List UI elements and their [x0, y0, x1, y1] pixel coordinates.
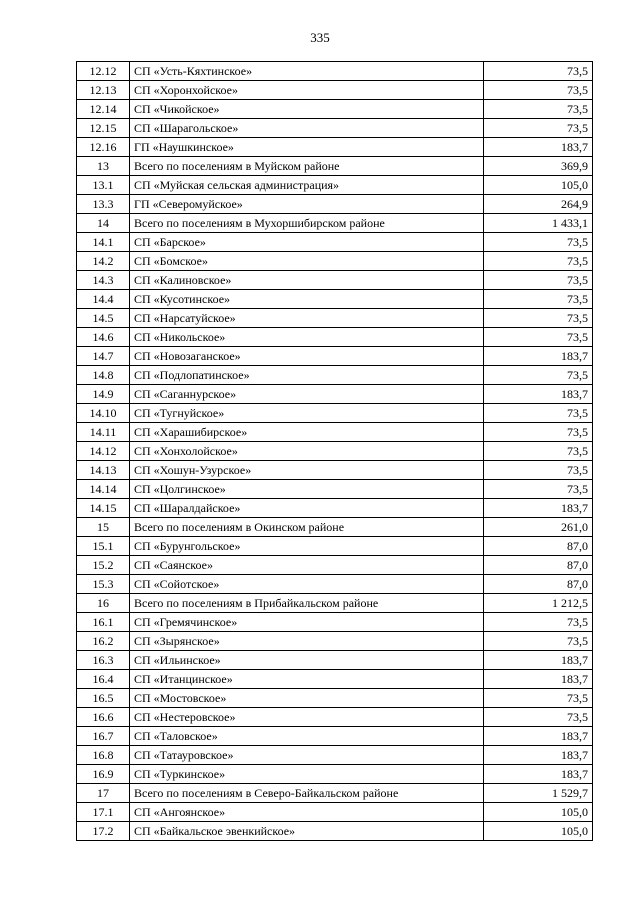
settlement-name-cell: ГП «Наушкинское»: [130, 138, 484, 157]
row-number-cell: 15.3: [77, 575, 130, 594]
row-number-cell: 16.6: [77, 708, 130, 727]
amount-cell: 73,5: [484, 480, 593, 499]
amount-cell: 105,0: [484, 803, 593, 822]
row-number-cell: 16.3: [77, 651, 130, 670]
settlement-name-cell: СП «Таловское»: [130, 727, 484, 746]
settlement-name-cell: СП «Подлопатинское»: [130, 366, 484, 385]
settlement-name-cell: Всего по поселениям в Мухоршибирском районе: [130, 214, 484, 233]
row-number-cell: 14.6: [77, 328, 130, 347]
table-row: [77, 233, 593, 252]
row-number-cell: 14.14: [77, 480, 130, 499]
settlement-name-cell: СП «Муйская сельская администрация»: [130, 176, 484, 195]
settlement-name-cell: СП «Байкальское эвенкийское»: [130, 822, 484, 841]
amount-cell: 73,5: [484, 689, 593, 708]
settlement-name-cell: СП «Гремячинское»: [130, 613, 484, 632]
row-number-cell: 14.4: [77, 290, 130, 309]
amount-cell: 73,5: [484, 290, 593, 309]
row-number-cell: 14.8: [77, 366, 130, 385]
settlement-name-cell: СП «Зырянское»: [130, 632, 484, 651]
amount-cell: 73,5: [484, 423, 593, 442]
amount-cell: 73,5: [484, 708, 593, 727]
settlement-name-cell: СП «Хошун-Узурское»: [130, 461, 484, 480]
table-row: [77, 556, 593, 575]
page-number: 335: [310, 30, 330, 45]
row-number-cell: 12.15: [77, 119, 130, 138]
settlement-name-cell: СП «Туркинское»: [130, 765, 484, 784]
settlement-name-cell: СП «Барское»: [130, 233, 484, 252]
settlement-name-cell: СП «Бомское»: [130, 252, 484, 271]
amount-cell: 105,0: [484, 176, 593, 195]
amount-cell: 73,5: [484, 442, 593, 461]
table-row: [77, 404, 593, 423]
table-body: [77, 62, 593, 841]
row-number-cell: 14.15: [77, 499, 130, 518]
table-row: [77, 651, 593, 670]
row-number-cell: 14.3: [77, 271, 130, 290]
amount-cell: 73,5: [484, 309, 593, 328]
amount-cell: 183,7: [484, 670, 593, 689]
table-row: [77, 803, 593, 822]
amount-cell: 73,5: [484, 328, 593, 347]
row-number-cell: 16.5: [77, 689, 130, 708]
row-number-cell: 17.1: [77, 803, 130, 822]
amount-cell: 73,5: [484, 81, 593, 100]
row-number-cell: 13.3: [77, 195, 130, 214]
table-row: [77, 252, 593, 271]
row-number-cell: 14: [77, 214, 130, 233]
amount-cell: 369,9: [484, 157, 593, 176]
row-number-cell: 13: [77, 157, 130, 176]
table-row: [77, 746, 593, 765]
amount-cell: 87,0: [484, 537, 593, 556]
table-row: [77, 499, 593, 518]
amount-cell: 183,7: [484, 651, 593, 670]
settlement-name-cell: Всего по поселениям в Прибайкальском районе: [130, 594, 484, 613]
settlement-name-cell: СП «Кусотинское»: [130, 290, 484, 309]
settlement-name-cell: СП «Никольское»: [130, 328, 484, 347]
amount-cell: 183,7: [484, 138, 593, 157]
row-number-cell: 16: [77, 594, 130, 613]
row-number-cell: 14.1: [77, 233, 130, 252]
table-row: [77, 100, 593, 119]
settlement-name-cell: СП «Цолгинское»: [130, 480, 484, 499]
row-number-cell: 12.14: [77, 100, 130, 119]
settlement-name-cell: Всего по поселениям в Муйском районе: [130, 157, 484, 176]
settlement-name-cell: СП «Хонхолойское»: [130, 442, 484, 461]
row-number-cell: 13.1: [77, 176, 130, 195]
table-row: [77, 157, 593, 176]
amount-cell: 183,7: [484, 499, 593, 518]
table-row: [77, 765, 593, 784]
row-number-cell: 16.8: [77, 746, 130, 765]
row-number-cell: 14.2: [77, 252, 130, 271]
table-row: [77, 518, 593, 537]
table-row: [77, 613, 593, 632]
row-number-cell: 16.9: [77, 765, 130, 784]
amount-cell: 87,0: [484, 575, 593, 594]
row-number-cell: 16.1: [77, 613, 130, 632]
amount-cell: 73,5: [484, 613, 593, 632]
row-number-cell: 12.13: [77, 81, 130, 100]
table-row: [77, 822, 593, 841]
settlement-name-cell: СП «Новозаганское»: [130, 347, 484, 366]
amount-cell: 183,7: [484, 746, 593, 765]
settlement-name-cell: СП «Ильинское»: [130, 651, 484, 670]
row-number-cell: 14.11: [77, 423, 130, 442]
settlement-name-cell: СП «Саганнурское»: [130, 385, 484, 404]
amount-cell: 1 212,5: [484, 594, 593, 613]
settlement-name-cell: СП «Харашибирское»: [130, 423, 484, 442]
row-number-cell: 15.2: [77, 556, 130, 575]
amount-cell: 73,5: [484, 119, 593, 138]
table-row: [77, 575, 593, 594]
table-row: [77, 594, 593, 613]
settlement-name-cell: СП «Шаралдайское»: [130, 499, 484, 518]
table-row: [77, 480, 593, 499]
amount-cell: 105,0: [484, 822, 593, 841]
table-row: [77, 537, 593, 556]
amount-cell: 183,7: [484, 347, 593, 366]
settlement-name-cell: СП «Усть-Кяхтинское»: [130, 62, 484, 81]
row-number-cell: 14.9: [77, 385, 130, 404]
settlement-name-cell: СП «Калиновское»: [130, 271, 484, 290]
amount-cell: 87,0: [484, 556, 593, 575]
settlement-name-cell: СП «Чикойское»: [130, 100, 484, 119]
settlement-name-cell: СП «Саянское»: [130, 556, 484, 575]
settlement-name-cell: СП «Шарагольское»: [130, 119, 484, 138]
table-row: [77, 727, 593, 746]
row-number-cell: 14.13: [77, 461, 130, 480]
table-row: [77, 670, 593, 689]
row-number-cell: 15.1: [77, 537, 130, 556]
table-row: [77, 309, 593, 328]
row-number-cell: 16.4: [77, 670, 130, 689]
amount-cell: 73,5: [484, 233, 593, 252]
amount-cell: 73,5: [484, 461, 593, 480]
table-row: [77, 176, 593, 195]
table-row: [77, 366, 593, 385]
table-row: [77, 632, 593, 651]
settlement-name-cell: СП «Татауровское»: [130, 746, 484, 765]
settlement-name-cell: СП «Хоронхойское»: [130, 81, 484, 100]
amount-cell: 261,0: [484, 518, 593, 537]
settlement-name-cell: СП «Нестеровское»: [130, 708, 484, 727]
settlement-name-cell: ГП «Северомуйское»: [130, 195, 484, 214]
settlement-name-cell: СП «Нарсатуйское»: [130, 309, 484, 328]
table-row: [77, 461, 593, 480]
row-number-cell: 16.2: [77, 632, 130, 651]
amount-cell: 73,5: [484, 366, 593, 385]
settlement-budget-table: [76, 61, 593, 841]
settlement-name-cell: Всего по поселениям в Окинском районе: [130, 518, 484, 537]
table-row: [77, 62, 593, 81]
table-row: [77, 214, 593, 233]
table-row: [77, 195, 593, 214]
settlement-name-cell: СП «Бурунгольское»: [130, 537, 484, 556]
row-number-cell: 14.7: [77, 347, 130, 366]
amount-cell: 183,7: [484, 765, 593, 784]
amount-cell: 183,7: [484, 385, 593, 404]
amount-cell: 1 529,7: [484, 784, 593, 803]
row-number-cell: 12.16: [77, 138, 130, 157]
amount-cell: 73,5: [484, 252, 593, 271]
table-row: [77, 138, 593, 157]
amount-cell: 1 433,1: [484, 214, 593, 233]
row-number-cell: 14.12: [77, 442, 130, 461]
settlement-name-cell: Всего по поселениям в Северо-Байкальском районе: [130, 784, 484, 803]
amount-cell: 264,9: [484, 195, 593, 214]
table-row: [77, 423, 593, 442]
table-row: [77, 328, 593, 347]
settlement-name-cell: СП «Мостовское»: [130, 689, 484, 708]
table-row: [77, 119, 593, 138]
row-number-cell: 14.5: [77, 309, 130, 328]
settlement-name-cell: СП «Сойотское»: [130, 575, 484, 594]
table-row: [77, 442, 593, 461]
settlement-name-cell: СП «Тугнуйское»: [130, 404, 484, 423]
amount-cell: 73,5: [484, 100, 593, 119]
table-row: [77, 708, 593, 727]
table-row: [77, 347, 593, 366]
settlement-name-cell: СП «Ангоянское»: [130, 803, 484, 822]
amount-cell: 183,7: [484, 727, 593, 746]
table-row: [77, 784, 593, 803]
amount-cell: 73,5: [484, 404, 593, 423]
table-row: [77, 290, 593, 309]
row-number-cell: 17.2: [77, 822, 130, 841]
row-number-cell: 14.10: [77, 404, 130, 423]
settlement-name-cell: СП «Итанцинское»: [130, 670, 484, 689]
row-number-cell: 16.7: [77, 727, 130, 746]
row-number-cell: 12.12: [77, 62, 130, 81]
table-row: [77, 385, 593, 404]
row-number-cell: 17: [77, 784, 130, 803]
table-row: [77, 689, 593, 708]
amount-cell: 73,5: [484, 62, 593, 81]
table-row: [77, 271, 593, 290]
row-number-cell: 15: [77, 518, 130, 537]
amount-cell: 73,5: [484, 271, 593, 290]
amount-cell: 73,5: [484, 632, 593, 651]
table-row: [77, 81, 593, 100]
